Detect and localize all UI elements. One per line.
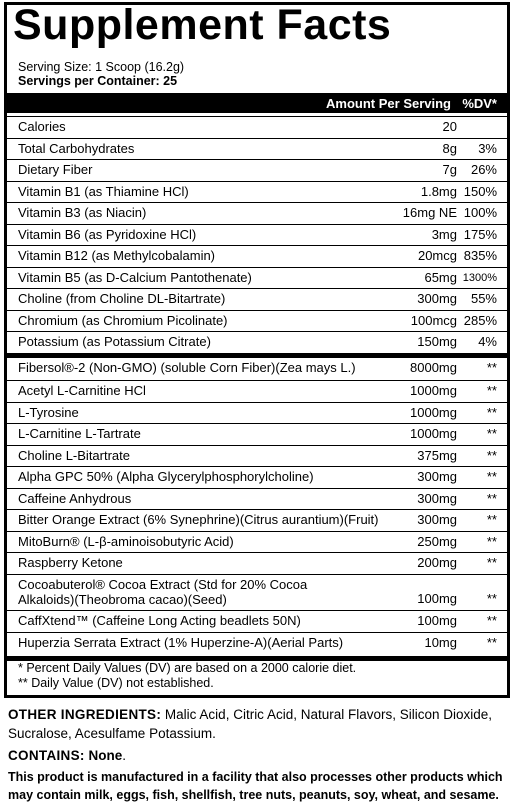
nutrient-dv: 26% — [470, 162, 497, 177]
nutrient-name: Vitamin B1 (as Thiamine HCl) — [18, 183, 189, 199]
ingredient-dv: ** — [486, 447, 497, 463]
nutrient-dv: 100% — [463, 205, 497, 220]
amount-header-row — [7, 95, 507, 113]
nutrient-amount: 7g — [442, 162, 457, 177]
ingredient-row — [7, 632, 507, 655]
footnote-dv-not-established: ** Daily Value (DV) not established. — [18, 676, 214, 690]
nutrient-amount: 8g — [442, 140, 457, 156]
nutrient-dv: 4% — [478, 334, 497, 349]
ingredient-amount: 8000mg — [410, 360, 457, 375]
ingredient-amount: 10mg — [424, 634, 457, 650]
ingredient-amount: 1000mg — [410, 383, 457, 398]
nutrient-amount: 150mg — [417, 334, 457, 349]
ingredient-dv: ** — [486, 555, 497, 570]
ingredient-dv: ** — [486, 613, 497, 628]
ingredient-dv: ** — [486, 634, 497, 650]
other-ingredients-text: Malic Acid, Citric Acid, Natural Flavors, Silicon Dioxide, Sucralose, Acesulfame Potassium. — [8, 707, 493, 741]
servings-per-container: Servings per Container: 25 — [18, 74, 178, 88]
nutrient-name: Vitamin B3 (as Niacin) — [18, 205, 147, 220]
supplement-facts-panel — [4, 2, 510, 698]
ingredient-row — [7, 445, 507, 468]
nutrient-row — [7, 202, 507, 225]
contains-statement — [8, 746, 520, 765]
ingredient-dv: ** — [486, 360, 497, 375]
nutrient-name: Total Carbohydrates — [18, 140, 135, 156]
nutrient-amount: 65mg — [424, 269, 457, 285]
panel-title: Supplement Facts — [13, 1, 392, 49]
nutrient-dv: 150% — [463, 183, 497, 199]
nutrient-row — [7, 288, 507, 311]
ingredient-row — [7, 402, 507, 425]
nutrient-amount: 100mcg — [410, 312, 457, 328]
ingredient-row — [7, 509, 507, 532]
nutrient-name: Choline (from Choline DL-Bitartrate) — [18, 291, 226, 306]
ingredient-row — [7, 531, 507, 554]
ingredient-dv: ** — [486, 426, 497, 441]
nutrient-name: Chromium (as Chromium Picolinate) — [18, 312, 228, 328]
ingredient-dv: ** — [486, 533, 497, 549]
ingredient-amount: 300mg — [417, 512, 457, 527]
ingredient-name: Bitter Orange Extract (6% Synephrine)(Citrus aurantium)(Fruit) — [18, 512, 379, 527]
nutrient-name: Vitamin B5 (as D-Calcium Pantothenate) — [18, 269, 252, 285]
ingredient-name: CaffXtend™ (Caffeine Long Acting beadlets 50N) — [18, 613, 301, 628]
ingredient-name: Alpha GPC 50% (Alpha Glycerylphosphorylcholine) — [18, 469, 314, 484]
nutrient-row — [7, 310, 507, 333]
ingredient-dv: ** — [486, 383, 497, 398]
ingredient-name: L-Tyrosine — [18, 404, 79, 420]
nutrient-name: Vitamin B6 (as Pyridoxine HCl) — [18, 226, 197, 242]
facility-allergen-note: This product is manufactured in a facility that also processes other products which may contain milk, eggs, fish, shellfish, tree nuts, peanuts, soy, wheat, and sesame. — [8, 770, 503, 802]
nutrient-row — [7, 224, 507, 247]
nutrient-dv: 835% — [463, 248, 497, 263]
ingredient-dv: ** — [486, 512, 497, 527]
ingredient-row — [7, 552, 507, 575]
nutrient-amount: 3mg — [431, 226, 457, 242]
ingredient-amount: 250mg — [417, 533, 457, 549]
nutrient-amount: 300mg — [417, 291, 457, 306]
nutrient-row — [7, 181, 507, 204]
ingredient-dv: ** — [486, 404, 497, 420]
ingredient-name: Choline L-Bitartrate — [18, 447, 130, 463]
ingredient-name: MitoBurn® (L-β-aminoisobutyric Acid) — [18, 533, 234, 549]
ingredient-name: Raspberry Ketone — [18, 555, 123, 570]
nutrient-name: Calories — [18, 119, 66, 134]
ingredient-amount: 300mg — [417, 490, 457, 506]
ingredient-name: L-Carnitine L-Tartrate — [18, 426, 141, 441]
contains-label: CONTAINS: — [8, 748, 85, 763]
nutrient-row — [7, 267, 507, 290]
ingredient-amount: 100mg — [417, 613, 457, 628]
ingredient-row — [7, 358, 507, 380]
ingredient-dv: ** — [486, 469, 497, 484]
nutrient-dv: 3% — [478, 140, 497, 156]
ingredient-amount: 200mg — [417, 555, 457, 570]
ingredient-amount: 1000mg — [410, 404, 457, 420]
nutrient-amount: 20mcg — [417, 248, 457, 263]
ingredient-name: Fibersol®-2 (Non-GMO) (soluble Corn Fiber)(Zea mays L.) — [18, 360, 356, 375]
ingredient-amount: 300mg — [417, 469, 457, 484]
ingredient-row — [7, 610, 507, 633]
contains-value: None — [88, 748, 123, 763]
ingredient-amount: 1000mg — [410, 426, 457, 441]
ingredient-dv: ** — [486, 590, 497, 606]
nutrient-dv: 175% — [463, 226, 497, 242]
ingredient-row — [7, 488, 507, 511]
ingredient-name-line1: Cocoabuterol® Cocoa Extract (Std for 20% Cocoa — [18, 576, 308, 592]
ingredient-name-line2: Alkaloids)(Theobroma cacao)(Seed) — [18, 591, 227, 607]
amount-per-serving-label: Amount Per Serving — [326, 96, 451, 111]
nutrient-row — [7, 116, 507, 139]
nutrient-dv: 1300% — [462, 271, 497, 284]
ingredient-name: Acetyl L-Carnitine HCl — [18, 383, 146, 398]
nutrient-row — [7, 159, 507, 182]
contains-suffix: . — [122, 748, 126, 763]
dv-header-label: %DV* — [462, 96, 497, 111]
ingredient-row — [7, 574, 507, 611]
other-ingredients — [8, 705, 520, 743]
nutrient-dv: 285% — [463, 312, 497, 328]
serving-size: Serving Size: 1 Scoop (16.2g) — [18, 60, 185, 74]
ingredient-name: Caffeine Anhydrous — [18, 490, 132, 506]
nutrient-name: Dietary Fiber — [18, 162, 93, 177]
nutrient-name: Potassium (as Potassium Citrate) — [18, 334, 211, 349]
ingredient-name: Huperzia Serrata Extract (1% Huperzine-A)(Aerial Parts) — [18, 634, 344, 650]
ingredient-amount: 375mg — [417, 447, 457, 463]
other-ingredients-label: OTHER INGREDIENTS: — [8, 707, 162, 722]
ingredient-amount: 100mg — [417, 590, 457, 606]
nutrient-row — [7, 138, 507, 161]
nutrient-amount: 16mg NE — [402, 205, 457, 220]
nutrient-row — [7, 331, 507, 354]
ingredient-row — [7, 466, 507, 489]
nutrient-dv: 55% — [470, 291, 497, 306]
nutrient-name: Vitamin B12 (as Methylcobalamin) — [18, 248, 216, 263]
ingredient-name — [18, 577, 307, 607]
ingredient-row — [7, 423, 507, 446]
footnote-percent-dv: * Percent Daily Values (DV) are based on a 2000 calorie diet. — [18, 661, 357, 675]
ingredient-dv: ** — [486, 490, 497, 506]
ingredient-row — [7, 380, 507, 403]
nutrient-amount: 1.8mg — [420, 183, 457, 199]
nutrient-row — [7, 245, 507, 268]
nutrient-amount: 20 — [442, 119, 457, 134]
